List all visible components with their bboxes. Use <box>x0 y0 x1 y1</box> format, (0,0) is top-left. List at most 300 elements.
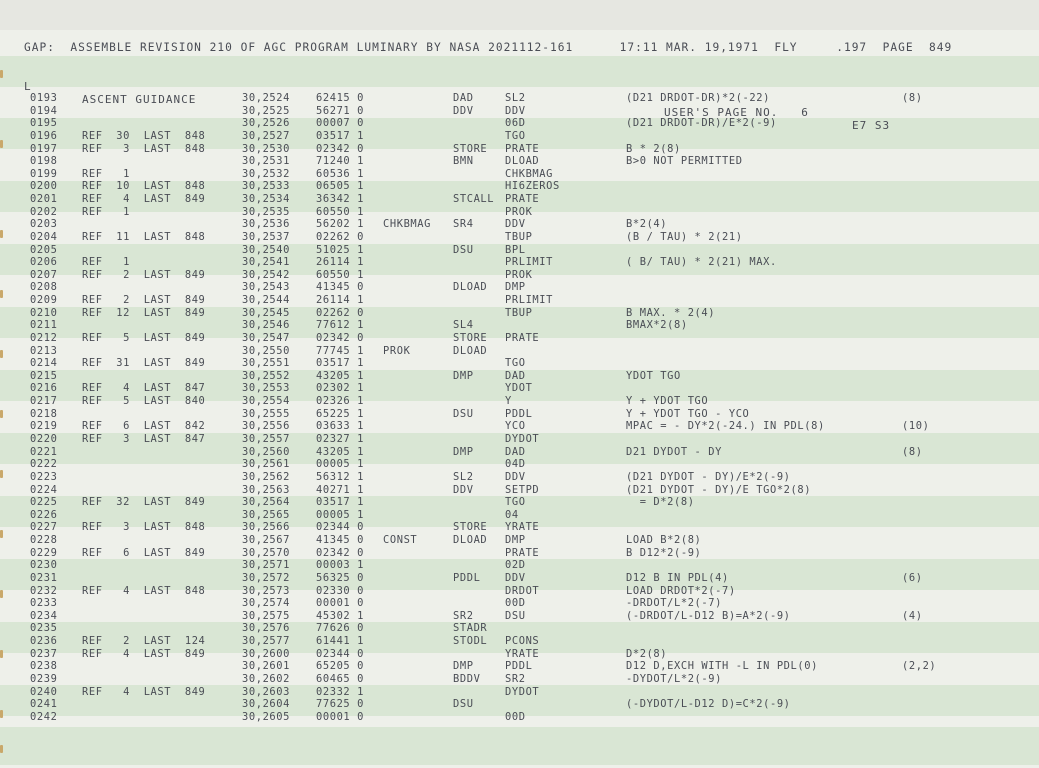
operand: CHKBMAG <box>505 167 553 180</box>
feed-hole <box>0 350 3 358</box>
operand: PRATE <box>505 193 540 206</box>
operand: PDDL <box>505 407 533 420</box>
comment: (D21 DYDOT - DY)/E*2(-9) <box>626 470 791 483</box>
opcode: DSU <box>453 407 474 420</box>
listing-row <box>0 686 1039 699</box>
line-number: 0205 <box>30 243 58 256</box>
line-number: 0212 <box>30 331 58 344</box>
comment: B D12*2(-9) <box>626 546 702 559</box>
comment: -DYDOT/L*2(-9) <box>626 672 722 685</box>
octal-word: 77625 0 <box>316 698 364 711</box>
feed-hole <box>0 710 3 718</box>
comment: (D21 DRDOT-DR)/E*2(-9) <box>626 117 777 130</box>
listing-row <box>0 559 1039 572</box>
listing-row <box>0 698 1039 711</box>
comment: (D21 DYDOT - DY)/E TGO*2(8) <box>626 483 812 496</box>
address: 30,2566 <box>242 521 290 534</box>
listing-row <box>0 711 1039 724</box>
line-number: 0224 <box>30 483 58 496</box>
opcode: DSU <box>453 698 474 711</box>
listing-row <box>0 345 1039 358</box>
pdl-note: (8) <box>902 92 923 104</box>
octal-word: 02342 0 <box>316 331 364 344</box>
octal-word: 56202 1 <box>316 218 364 231</box>
ref-info: REF 30 LAST 848 <box>82 129 206 142</box>
operand: DDV <box>505 470 526 483</box>
line-number: 0227 <box>30 521 58 534</box>
label: PROK <box>383 344 411 357</box>
line-number: 0230 <box>30 559 58 572</box>
octal-word: 62415 0 <box>316 92 364 104</box>
operand: YCO <box>505 420 526 433</box>
octal-word: 65225 1 <box>316 407 364 420</box>
address: 30,2532 <box>242 167 290 180</box>
comment: D12 D,EXCH WITH -L IN PDL(0) <box>626 660 818 673</box>
line-number: 0221 <box>30 445 58 458</box>
comment: LOAD DRDOT*2(-7) <box>626 584 736 597</box>
pdl-note: (4) <box>902 609 923 622</box>
octal-word: 41345 0 <box>316 281 364 294</box>
listing-row <box>0 521 1039 534</box>
feed-hole <box>0 140 3 148</box>
operand: 00D <box>505 710 526 723</box>
feed-hole <box>0 70 3 78</box>
line-number: 0222 <box>30 458 58 471</box>
line-number: 0219 <box>30 420 58 433</box>
operand: PRATE <box>505 142 540 155</box>
top-margin-band <box>0 0 1039 30</box>
listing-row <box>0 673 1039 686</box>
line-number: 0234 <box>30 609 58 622</box>
operand: DLOAD <box>505 155 540 168</box>
line-number: 0214 <box>30 357 58 370</box>
listing-row <box>0 130 1039 143</box>
octal-word: 43205 1 <box>316 445 364 458</box>
address: 30,2563 <box>242 483 290 496</box>
address: 30,2576 <box>242 622 290 635</box>
octal-word: 02327 1 <box>316 433 364 445</box>
listing-row <box>0 193 1039 206</box>
label: CONST <box>383 534 418 547</box>
line-number: 0202 <box>30 205 58 218</box>
address: 30,2524 <box>242 92 290 104</box>
listing-row <box>0 294 1039 307</box>
listing-row <box>0 382 1039 395</box>
line-number: 0225 <box>30 496 58 509</box>
address: 30,2537 <box>242 230 290 243</box>
listing-row <box>0 332 1039 345</box>
octal-word: 00003 1 <box>316 559 364 572</box>
feed-hole <box>0 410 3 418</box>
operand: HI6ZEROS <box>505 180 560 193</box>
line-number: 0218 <box>30 407 58 420</box>
comment: B*2(4) <box>626 218 668 231</box>
octal-word: 02342 0 <box>316 142 364 155</box>
operand: 04D <box>505 458 526 471</box>
listing-row <box>0 458 1039 471</box>
address: 30,2533 <box>242 180 290 193</box>
line-number: 0239 <box>30 672 58 685</box>
octal-word: 60550 1 <box>316 268 364 281</box>
address: 30,2565 <box>242 508 290 521</box>
listing-header: GAP: ASSEMBLE REVISION 210 OF AGC PROGRAM LUMINARY BY NASA 2021112-161 17:11 MAR. 19,1971 FLY .197 PAGE 849 <box>24 41 953 54</box>
ref-info: REF 5 LAST 840 <box>82 395 206 408</box>
opcode: DDV <box>453 104 474 117</box>
listing-row <box>0 635 1039 648</box>
listing-row <box>0 446 1039 459</box>
operand: 06D <box>505 117 526 130</box>
line-number: 0207 <box>30 268 58 281</box>
listing-row <box>0 105 1039 118</box>
address: 30,2600 <box>242 647 290 660</box>
ref-info: REF 31 LAST 849 <box>82 357 206 370</box>
line-number: 0215 <box>30 369 58 382</box>
address: 30,2567 <box>242 534 290 547</box>
line-number: 0236 <box>30 635 58 648</box>
address: 30,2527 <box>242 129 290 142</box>
address: 30,2543 <box>242 281 290 294</box>
address: 30,2544 <box>242 294 290 307</box>
address: 30,2553 <box>242 382 290 395</box>
ref-info: REF 4 LAST 849 <box>82 647 206 660</box>
operand: PROK <box>505 268 533 281</box>
comment: (B / TAU) * 2(21) <box>626 230 743 243</box>
listing-row <box>0 484 1039 497</box>
octal-word: 00001 0 <box>316 710 364 723</box>
octal-word: 45302 1 <box>316 609 364 622</box>
line-number: 0210 <box>30 306 58 319</box>
line-number: 0193 <box>30 92 58 104</box>
ref-info: REF 6 LAST 849 <box>82 546 206 559</box>
line-number: 0229 <box>30 546 58 559</box>
listing-row <box>0 660 1039 673</box>
ref-info: REF 1 <box>82 256 130 269</box>
line-number: 0201 <box>30 193 58 206</box>
e7-code: E7 S3 <box>852 119 891 132</box>
operand: YRATE <box>505 521 540 534</box>
opcode: DDV <box>453 483 474 496</box>
listing-row <box>0 218 1039 231</box>
octal-word: 03517 1 <box>316 129 364 142</box>
address: 30,2556 <box>242 420 290 433</box>
opcode: DSU <box>453 243 474 256</box>
operand: 02D <box>505 559 526 572</box>
opcode: SL4 <box>453 319 474 332</box>
operand: DDV <box>505 104 526 117</box>
octal-word: 02326 1 <box>316 395 364 408</box>
ref-info: REF 4 LAST 849 <box>82 193 206 206</box>
address: 30,2546 <box>242 319 290 332</box>
listing-row <box>0 168 1039 181</box>
operand: PRATE <box>505 331 540 344</box>
listing-row <box>0 572 1039 585</box>
listing-row <box>0 585 1039 598</box>
opcode: SR2 <box>453 609 474 622</box>
octal-word: 02330 0 <box>316 584 364 597</box>
operand: 04 <box>505 508 519 521</box>
greenbar-stripe <box>0 56 1039 87</box>
pdl-note: (10) <box>902 420 930 433</box>
operand: DRDOT <box>505 584 540 597</box>
address: 30,2552 <box>242 369 290 382</box>
address: 30,2560 <box>242 445 290 458</box>
line-number: 0206 <box>30 256 58 269</box>
octal-word: 56325 0 <box>316 571 364 584</box>
ref-info: REF 12 LAST 849 <box>82 306 206 319</box>
section-title: ASCENT GUIDANCE <box>82 93 197 106</box>
octal-word: 00007 0 <box>316 117 364 130</box>
operand: 00D <box>505 597 526 610</box>
line-number: 0216 <box>30 382 58 395</box>
address: 30,2525 <box>242 104 290 117</box>
octal-word: 26114 1 <box>316 256 364 269</box>
operand: PROK <box>505 205 533 218</box>
listing-row <box>0 509 1039 522</box>
octal-word: 51025 1 <box>316 243 364 256</box>
ref-info: REF 4 LAST 849 <box>82 685 206 698</box>
feed-hole <box>0 470 3 478</box>
line-number: 0197 <box>30 142 58 155</box>
ref-info: REF 3 LAST 848 <box>82 521 206 534</box>
line-number: 0213 <box>30 344 58 357</box>
address: 30,2562 <box>242 470 290 483</box>
comment: B MAX. * 2(4) <box>626 306 716 319</box>
address: 30,2547 <box>242 331 290 344</box>
operand: TBUP <box>505 230 533 243</box>
operand: PRATE <box>505 546 540 559</box>
octal-word: 02262 0 <box>316 230 364 243</box>
octal-word: 65205 0 <box>316 660 364 673</box>
comment: MPAC = - DY*2(-24.) IN PDL(8) <box>626 420 825 433</box>
line-number: 0208 <box>30 281 58 294</box>
line-number: 0242 <box>30 710 58 723</box>
operand: DYDOT <box>505 433 540 445</box>
octal-word: 60550 1 <box>316 205 364 218</box>
address: 30,2575 <box>242 609 290 622</box>
octal-word: 02302 1 <box>316 382 364 395</box>
listing-row <box>0 231 1039 244</box>
listing-row <box>0 155 1039 168</box>
address: 30,2540 <box>242 243 290 256</box>
operand: PRLIMIT <box>505 256 553 269</box>
line-number: 0200 <box>30 180 58 193</box>
operand: SR2 <box>505 672 526 685</box>
listing-row <box>0 597 1039 610</box>
address: 30,2573 <box>242 584 290 597</box>
ref-info: REF 5 LAST 849 <box>82 331 206 344</box>
octal-word: 56312 1 <box>316 470 364 483</box>
operand: Y <box>505 395 512 408</box>
line-number: 0237 <box>30 647 58 660</box>
comment: B>0 NOT PERMITTED <box>626 155 743 168</box>
ref-info: REF 1 <box>82 205 130 218</box>
line-number: 0220 <box>30 433 58 445</box>
comment: Y + YDOT TGO <box>626 395 709 408</box>
operand: TGO <box>505 357 526 370</box>
opcode: DMP <box>453 660 474 673</box>
operand: DDV <box>505 218 526 231</box>
listing-row <box>0 433 1039 446</box>
address: 30,2551 <box>242 357 290 370</box>
listing-row <box>0 648 1039 661</box>
opcode: DLOAD <box>453 281 488 294</box>
feed-hole <box>0 745 3 753</box>
listing-row <box>0 117 1039 130</box>
listing-row <box>0 269 1039 282</box>
opcode: DMP <box>453 369 474 382</box>
ref-info: REF 2 LAST 849 <box>82 294 206 307</box>
opcode: DLOAD <box>453 344 488 357</box>
address: 30,2571 <box>242 559 290 572</box>
listing-row <box>0 281 1039 294</box>
listing-row <box>0 307 1039 320</box>
listing-row <box>0 357 1039 370</box>
opcode: STCALL <box>453 193 495 206</box>
listing-row <box>0 610 1039 623</box>
octal-word: 00001 0 <box>316 597 364 610</box>
octal-word: 56271 0 <box>316 104 364 117</box>
line-number: 0228 <box>30 534 58 547</box>
line-number: 0195 <box>30 117 58 130</box>
address: 30,2577 <box>242 635 290 648</box>
operand: SL2 <box>505 92 526 104</box>
ref-info: REF 3 LAST 848 <box>82 142 206 155</box>
operand: YRATE <box>505 647 540 660</box>
line-number: 0196 <box>30 129 58 142</box>
octal-word: 02344 0 <box>316 647 364 660</box>
operand: DYDOT <box>505 685 540 698</box>
octal-word: 71240 1 <box>316 155 364 168</box>
ref-info: REF 4 LAST 848 <box>82 584 206 597</box>
listing-row <box>0 471 1039 484</box>
comment: B * 2(8) <box>626 142 681 155</box>
address: 30,2554 <box>242 395 290 408</box>
ref-info: REF 3 LAST 847 <box>82 433 206 445</box>
operand: PDDL <box>505 660 533 673</box>
comment: D12 B IN PDL(4) <box>626 571 729 584</box>
comment: Y + YDOT TGO - YCO <box>626 407 750 420</box>
comment: = D*2(8) <box>626 496 695 509</box>
operand: TGO <box>505 496 526 509</box>
tractor-feed-holes <box>0 0 8 768</box>
opcode: PDDL <box>453 571 481 584</box>
opcode: SL2 <box>453 470 474 483</box>
user-page-number: USER'S PAGE NO. 6 <box>664 106 809 119</box>
comment: BMAX*2(8) <box>626 319 688 332</box>
address: 30,2604 <box>242 698 290 711</box>
ref-info: REF 1 <box>82 167 130 180</box>
opcode: SR4 <box>453 218 474 231</box>
line-number: 0233 <box>30 597 58 610</box>
opcode: STORE <box>453 331 488 344</box>
listing-row <box>0 244 1039 257</box>
operand: DSU <box>505 609 526 622</box>
operand: DMP <box>505 534 526 547</box>
operand: DAD <box>505 445 526 458</box>
opcode: DAD <box>453 92 474 104</box>
listing-row <box>0 92 1039 105</box>
ref-info: REF 2 LAST 849 <box>82 268 206 281</box>
octal-word: 43205 1 <box>316 369 364 382</box>
opcode: BMN <box>453 155 474 168</box>
ref-info: REF 6 LAST 842 <box>82 420 206 433</box>
octal-word: 02344 0 <box>316 521 364 534</box>
octal-word: 60536 1 <box>316 167 364 180</box>
listing-row <box>0 408 1039 421</box>
octal-word: 41345 0 <box>316 534 364 547</box>
octal-word: 36342 1 <box>316 193 364 206</box>
address: 30,2545 <box>242 306 290 319</box>
octal-word: 02332 1 <box>316 685 364 698</box>
octal-word: 26114 1 <box>316 294 364 307</box>
octal-word: 60465 0 <box>316 672 364 685</box>
comment: YDOT TGO <box>626 369 681 382</box>
address: 30,2531 <box>242 155 290 168</box>
line-number: 0217 <box>30 395 58 408</box>
octal-word: 61441 1 <box>316 635 364 648</box>
comment: (-DYDOT/L-D12 D)=C*2(-9) <box>626 698 791 711</box>
listing-row <box>0 143 1039 156</box>
listing-row <box>0 622 1039 635</box>
octal-word: 02262 0 <box>316 306 364 319</box>
operand: DDV <box>505 571 526 584</box>
comment: D*2(8) <box>626 647 668 660</box>
listing-row <box>0 180 1039 193</box>
operand: TGO <box>505 129 526 142</box>
address: 30,2602 <box>242 672 290 685</box>
listing-row <box>0 395 1039 408</box>
address: 30,2572 <box>242 571 290 584</box>
address: 30,2555 <box>242 407 290 420</box>
line-number: 0240 <box>30 685 58 698</box>
address: 30,2542 <box>242 268 290 281</box>
listing-row <box>0 496 1039 509</box>
listing-row <box>0 370 1039 383</box>
listing-row <box>0 256 1039 269</box>
address: 30,2605 <box>242 710 290 723</box>
ref-info: REF 11 LAST 848 <box>82 230 206 243</box>
operand: TBUP <box>505 306 533 319</box>
ref-info: REF 2 LAST 124 <box>82 635 206 648</box>
greenbar-stripe <box>0 727 1039 765</box>
operand: SETPD <box>505 483 540 496</box>
address: 30,2570 <box>242 546 290 559</box>
line-number: 0209 <box>30 294 58 307</box>
section-letter: L <box>24 80 32 93</box>
listing-row <box>0 206 1039 219</box>
line-number: 0211 <box>30 319 58 332</box>
address: 30,2561 <box>242 458 290 471</box>
address: 30,2557 <box>242 433 290 445</box>
comment: -DRDOT/L*2(-7) <box>626 597 722 610</box>
octal-word: 40271 1 <box>316 483 364 496</box>
line-number: 0198 <box>30 155 58 168</box>
opcode: STODL <box>453 635 488 648</box>
line-number: 0223 <box>30 470 58 483</box>
line-number: 0231 <box>30 571 58 584</box>
operand: YDOT <box>505 382 533 395</box>
address: 30,2535 <box>242 205 290 218</box>
opcode: STORE <box>453 142 488 155</box>
feed-hole <box>0 290 3 298</box>
operand: DAD <box>505 369 526 382</box>
octal-word: 03517 1 <box>316 357 364 370</box>
pdl-note: (2,2) <box>902 660 937 673</box>
comment: (-DRDOT/L-D12 B)=A*2(-9) <box>626 609 791 622</box>
line-number: 0238 <box>30 660 58 673</box>
ref-info: REF 10 LAST 848 <box>82 180 206 193</box>
line-number: 0226 <box>30 508 58 521</box>
